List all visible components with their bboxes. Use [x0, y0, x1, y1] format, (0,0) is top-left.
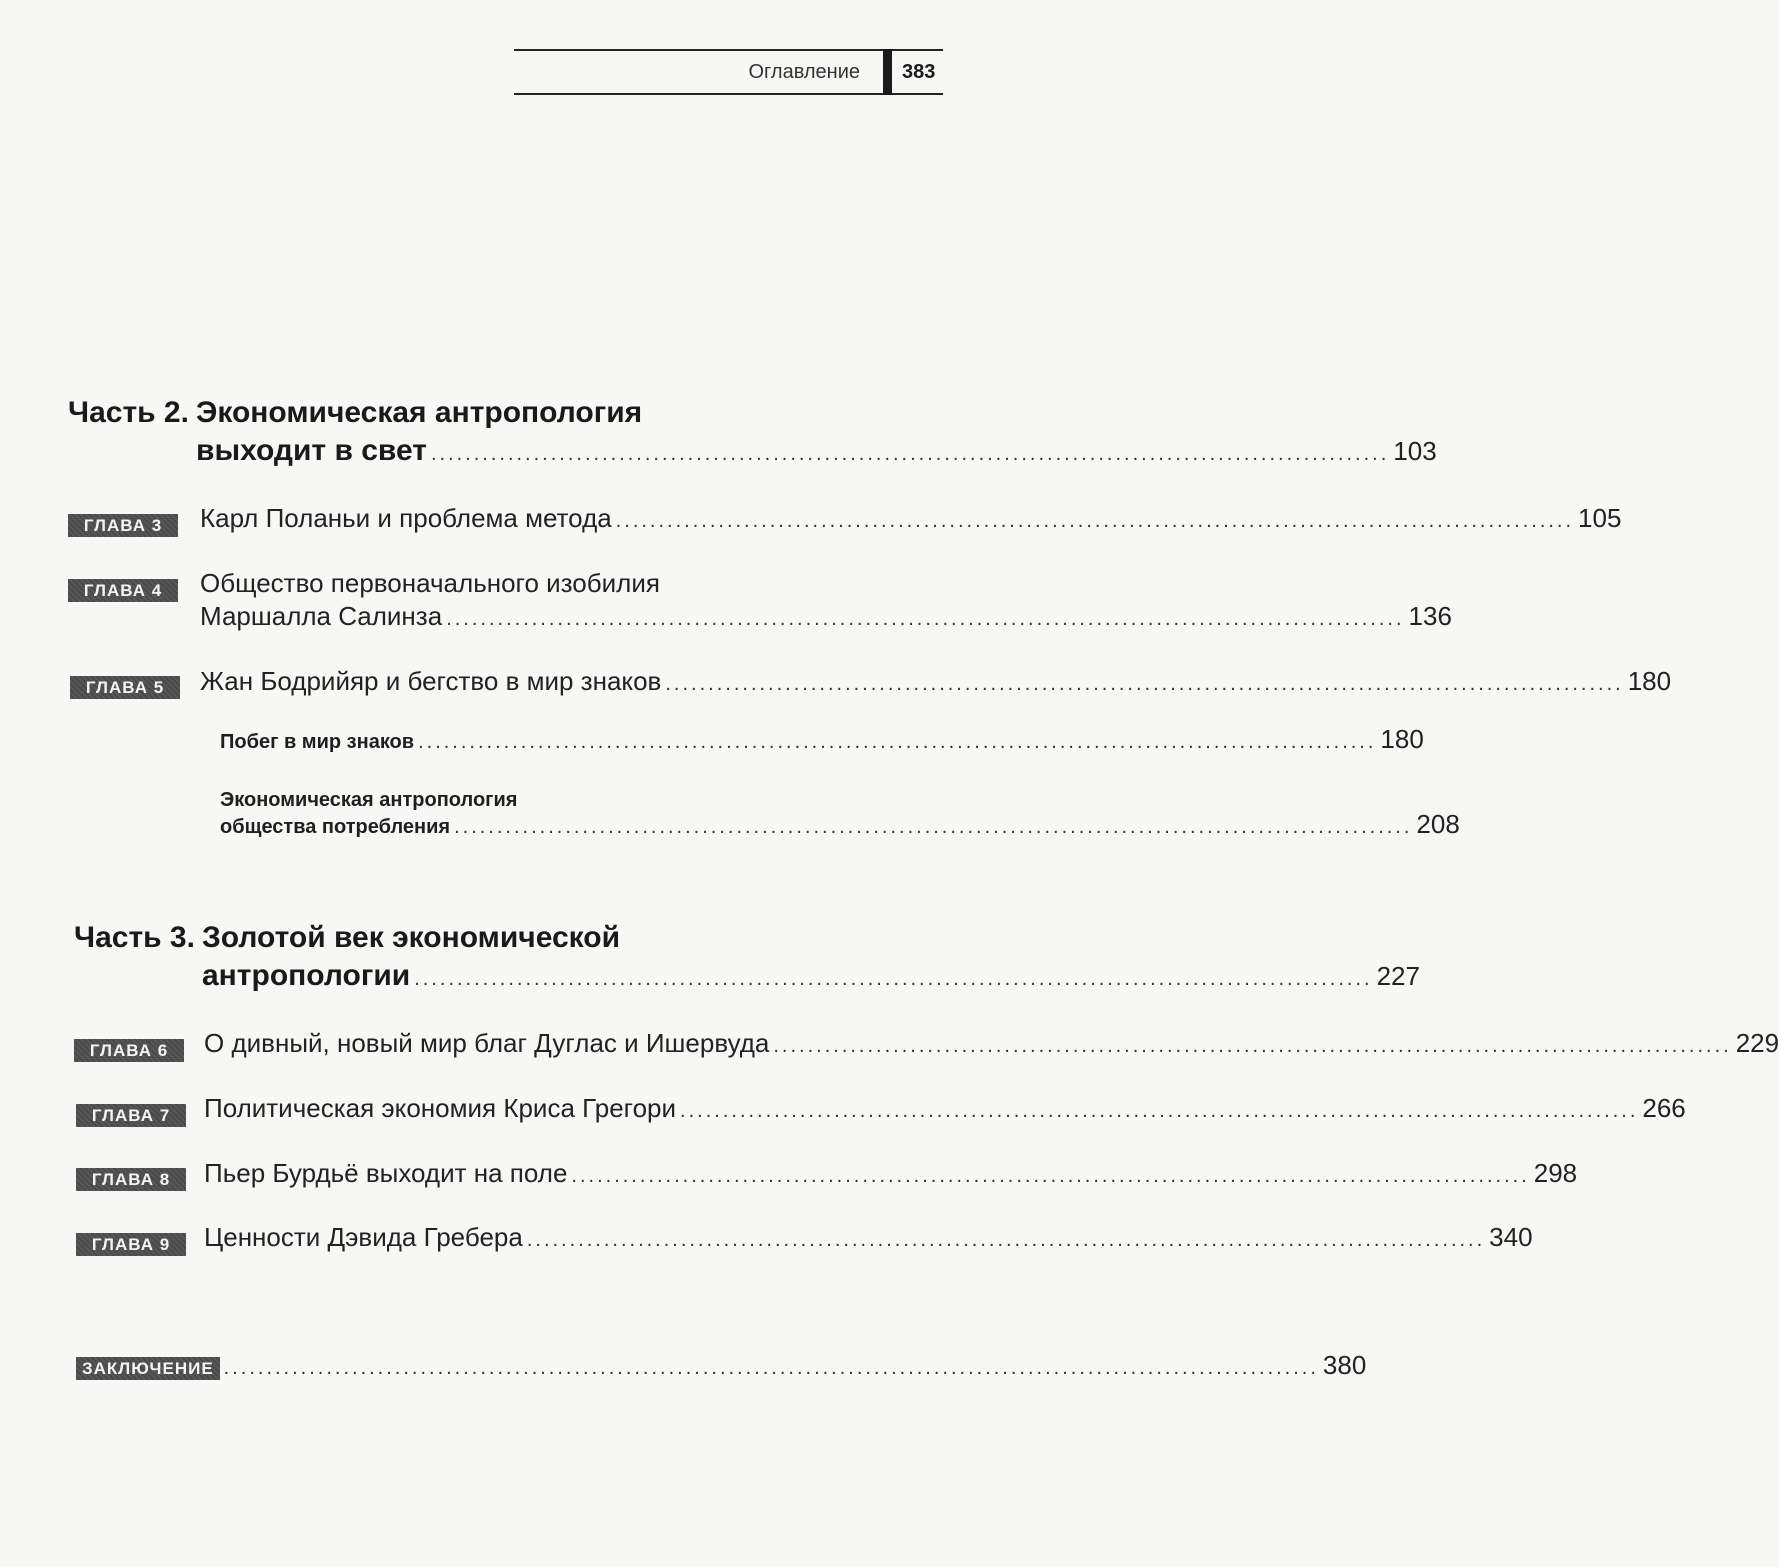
chapter-badge: ГЛАВА 6 — [74, 1039, 184, 1062]
part-2-heading[interactable] — [68, 394, 1437, 474]
page-ref: 340 — [1489, 1222, 1533, 1252]
leader-dots: ................................................................................................................ — [414, 968, 1373, 990]
chapter-title: Карл Поланьи и проблема метода — [200, 503, 612, 533]
chapter-title: Пьер Бурдьё выходит на поле — [204, 1158, 568, 1188]
leader-dots: ................................................................................................................ — [526, 1229, 1486, 1251]
section-title-line2: общества потребления — [220, 816, 451, 838]
part-title-line1: Экономическая антропология — [196, 396, 643, 429]
page-ref: 380 — [1322, 1350, 1367, 1380]
page-ref: 105 — [1578, 503, 1622, 533]
toc-entry-section[interactable] — [220, 809, 1460, 840]
leader-dots: ................................................................................................................ — [680, 1100, 1639, 1122]
toc-entry-chapter-5[interactable] — [200, 666, 1672, 697]
leader-dots: ................................................................................................................................ — [223, 1357, 1319, 1379]
leader-dots: ................................................................................................................ — [571, 1165, 1530, 1187]
part-title-line2: выходит в свет — [196, 434, 427, 467]
page-ref: 103 — [1393, 436, 1437, 466]
leader-dots: ................................................................................................................ — [418, 731, 1377, 753]
chapter-title: Политическая экономия Криса Грегори — [204, 1093, 677, 1123]
leader-dots: ................................................................................................................ — [430, 443, 1390, 465]
header-rule-top — [514, 49, 943, 51]
page-ref: 227 — [1376, 961, 1420, 991]
part-label: Часть 3. — [74, 921, 195, 954]
running-header-title: Оглавление — [748, 61, 860, 83]
page-number: 383 — [902, 61, 936, 83]
leader-dots: ................................................................................................................ — [615, 510, 1575, 532]
conclusion-badge: ЗАКЛЮЧЕНИЕ — [76, 1357, 220, 1380]
part-3-heading[interactable] — [74, 919, 1420, 999]
toc-entry-chapter-8[interactable] — [204, 1158, 1578, 1189]
toc-entry-section[interactable] — [220, 724, 1424, 755]
chapter-badge: ГЛАВА 3 — [68, 514, 178, 537]
header-divider-bar — [883, 49, 892, 95]
toc-entry-chapter-6[interactable] — [204, 1028, 1779, 1059]
page-ref: 180 — [1627, 666, 1672, 696]
part-label: Часть 2. — [68, 396, 189, 429]
chapter-title-line1: Общество первоначального изобилия — [200, 568, 660, 598]
toc-entry-chapter-3[interactable] — [200, 503, 1622, 534]
page-ref: 208 — [1416, 809, 1460, 839]
chapter-title: Жан Бодрийяр и бегство в мир знаков — [200, 666, 662, 696]
page-ref: 298 — [1533, 1158, 1578, 1188]
chapter-title-line2: Маршалла Салинза — [200, 601, 443, 631]
chapter-title: О дивный, новый мир благ Дуглас и Ишервуда — [204, 1028, 770, 1058]
chapter-badge: ГЛАВА 7 — [76, 1104, 186, 1127]
chapter-title: Ценности Дэвида Гребера — [204, 1222, 523, 1252]
header-rule-bottom — [514, 93, 943, 95]
chapter-badge: ГЛАВА 4 — [68, 579, 178, 602]
part-title-line1: Золотой век экономической — [202, 921, 621, 954]
page-ref: 180 — [1380, 724, 1424, 754]
chapter-badge: ГЛАВА 8 — [76, 1168, 186, 1191]
toc-entry-chapter-4[interactable] — [200, 601, 1452, 632]
section-title-line1: Экономическая антропология — [220, 789, 518, 811]
leader-dots: ................................................................................................................ — [665, 673, 1624, 695]
chapter-badge: ГЛАВА 9 — [76, 1233, 186, 1256]
toc-entry-chapter-7[interactable] — [204, 1093, 1686, 1124]
part-title-line2: антропологии — [202, 959, 411, 992]
section-title: Побег в мир знаков — [220, 731, 415, 753]
leader-dots: ................................................................................................................ — [773, 1035, 1732, 1057]
toc-entry-chapter-9[interactable] — [204, 1222, 1533, 1253]
leader-dots: ................................................................................................................ — [454, 816, 1413, 838]
page-ref: 136 — [1408, 601, 1452, 631]
page-ref: 266 — [1642, 1093, 1686, 1123]
page-ref: 229 — [1735, 1028, 1779, 1058]
leader-dots: ................................................................................................................ — [446, 608, 1405, 630]
chapter-badge: ГЛАВА 5 — [70, 676, 180, 699]
toc-entry-conclusion[interactable] — [76, 1350, 1367, 1381]
